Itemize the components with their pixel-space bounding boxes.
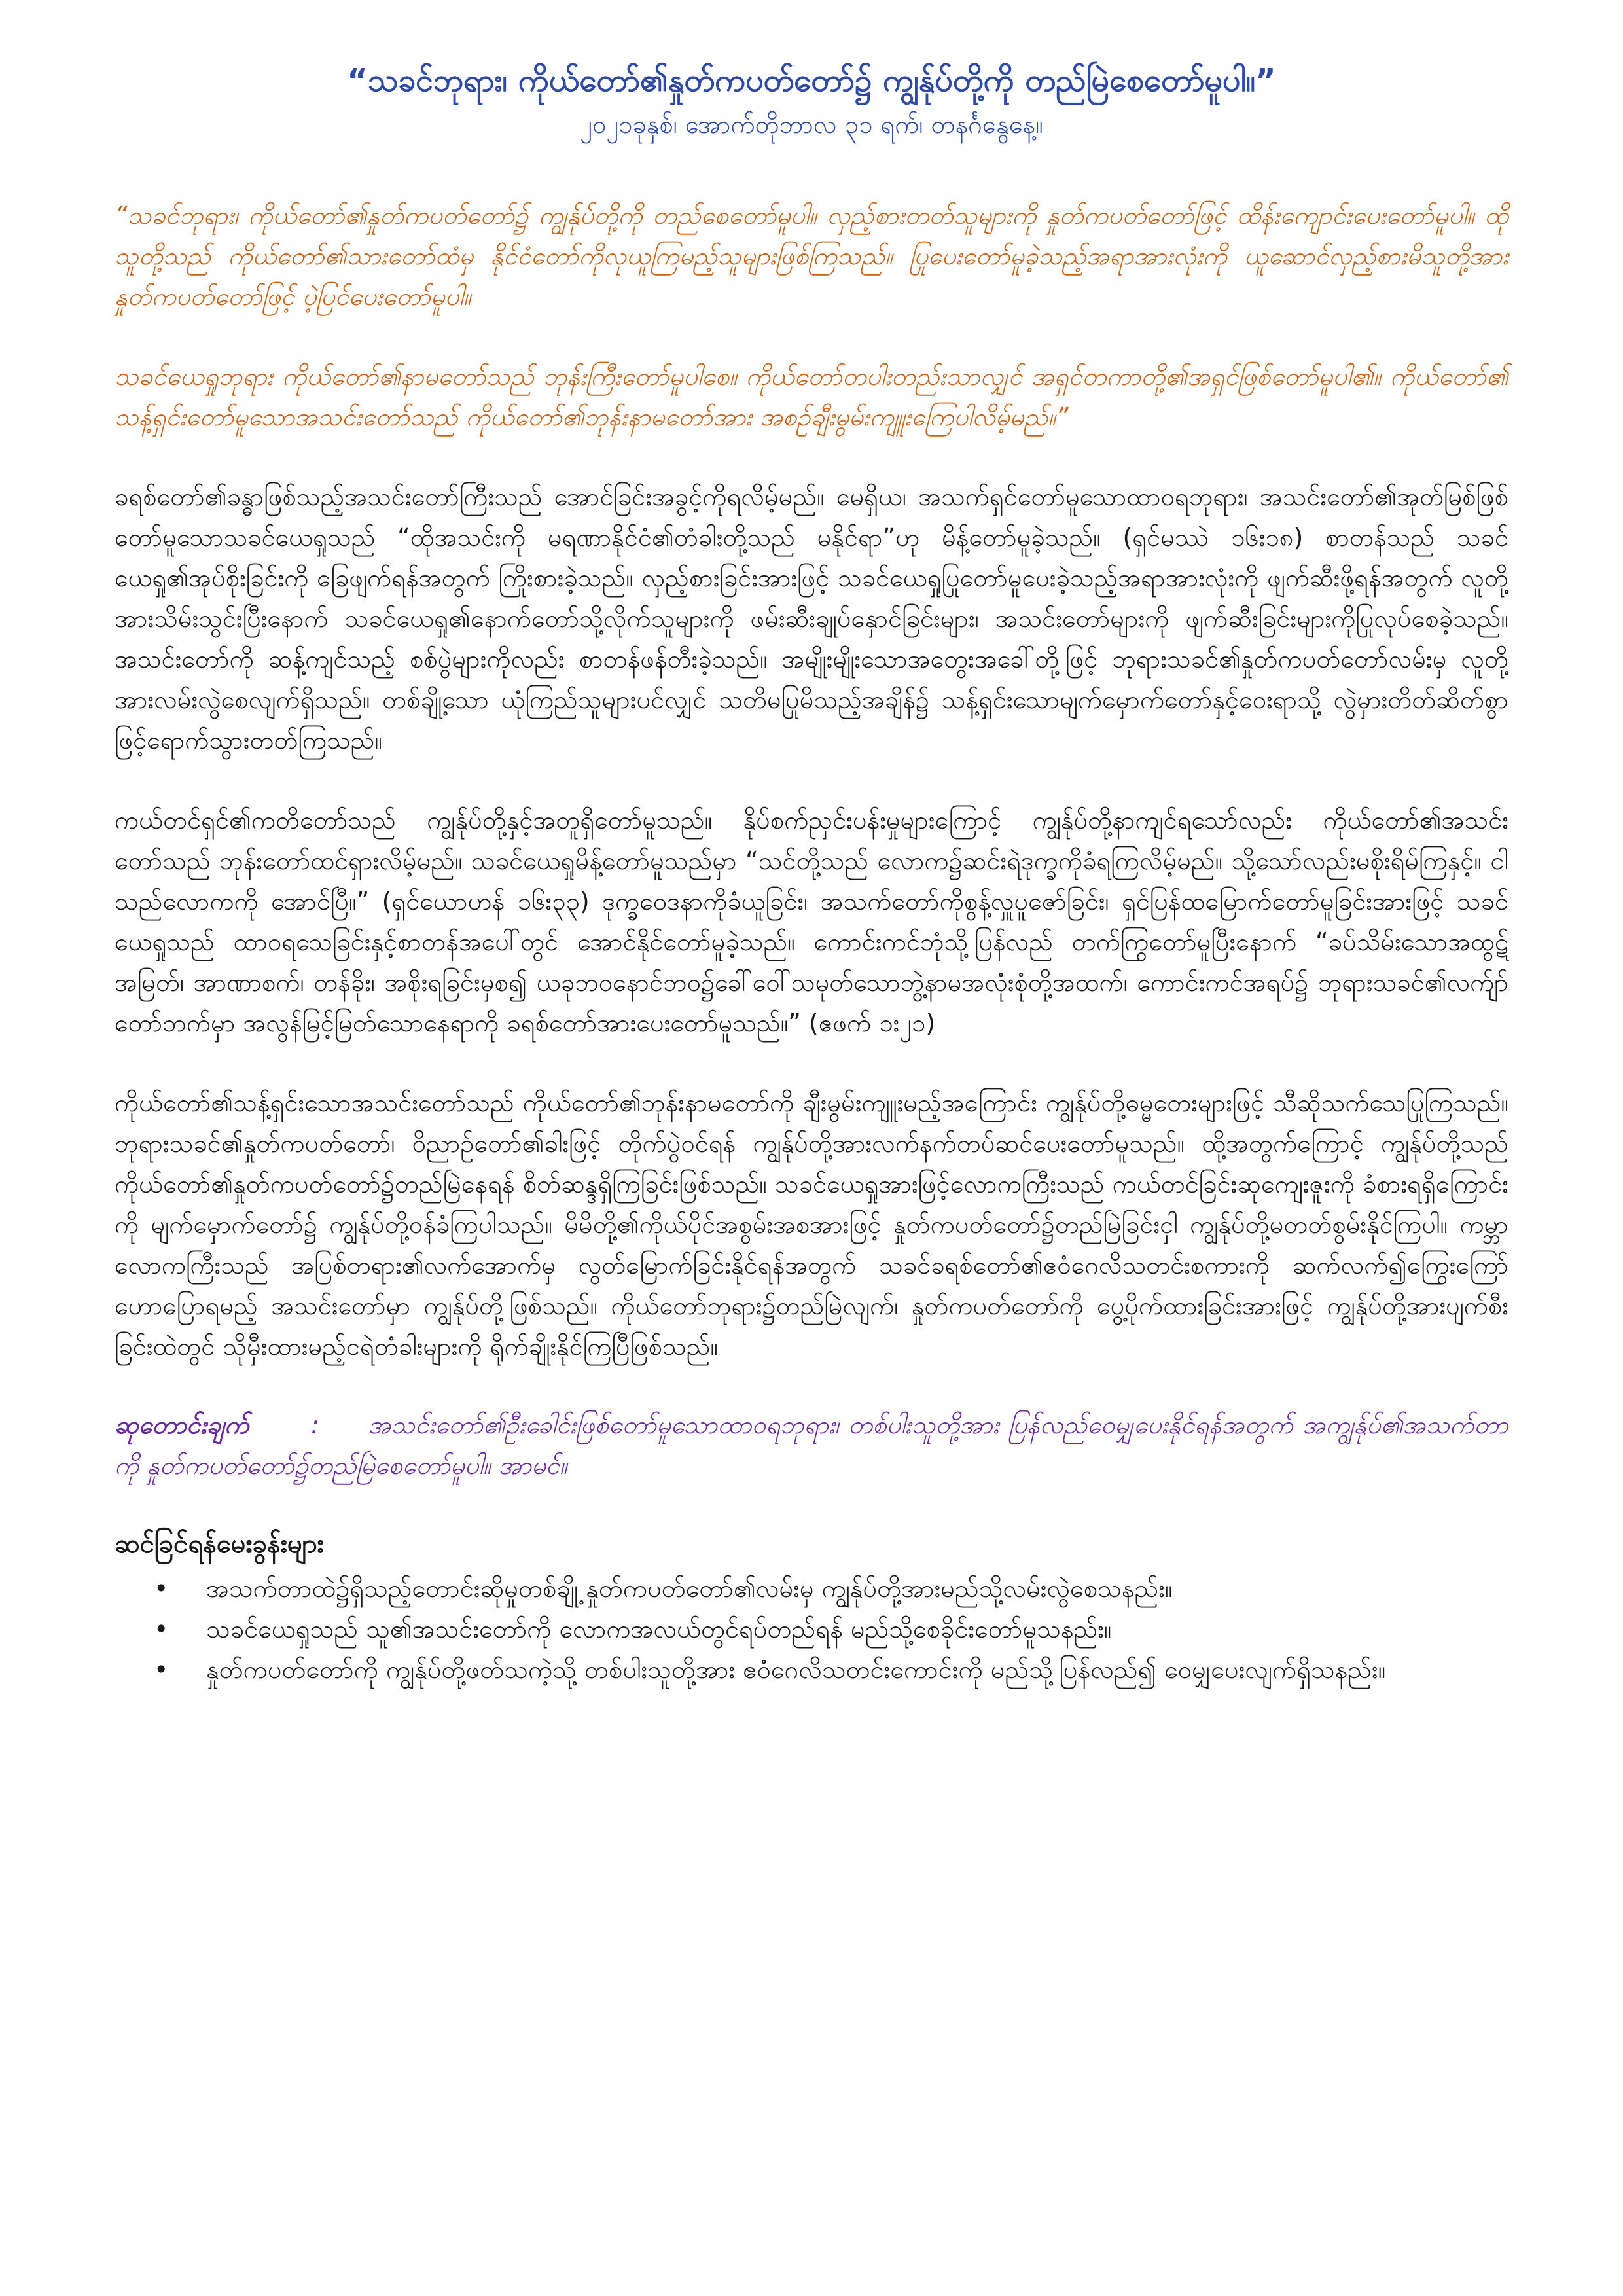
bullet-icon: •: [154, 1615, 169, 1643]
scripture-verse: “သခင်ဘုရား၊ ကိုယ်တော်၏နှုတ်ကပတ်တော်၌ ကျွန်ုပ်တို့ကို တည်စေတော်မူပါ။ လှည့်စားတတ်သူများကို နှုတ်ကပတ်တော်ဖြင့် ထိန်းကျောင်းပေးတော်မူပါ။ ထိုသူတို့သည် ကိုယ်တော်၏သားတော်ထံမှ နိုင်ငံတော်ကိုလုယူကြမည့်သူများဖြစ်ကြသည်။ ပြုပေးတော်မူခဲ့သည့်အရာအားလုံးကို ယူဆောင်လှည့်စားမိသူတို့အား နှုတ်ကပတ်တော်ဖြင့် ပဲ့ပြင်ပေးတော်မူပါ။: [115, 201, 1508, 311]
bullet-icon: •: [154, 1655, 169, 1684]
scripture-verse: သခင်ယေရှုဘုရား ကိုယ်တော်၏နာမတော်သည် ဘုန်းကြီးတော်မူပါစေ။ ကိုယ်တော်တပါးတည်းသာလျှင် အရှင်တကာတို့၏အရှင်ဖြစ်တော်မူပါ၏။ ကိုယ်တော်၏ သန့်ရှင်းတော်မူသောအသင်းတော်သည် ကိုယ်တော်၏ဘုန်းနာမတော်အား အစဉ်ချီးမွမ်းကျူးကြေပါလိမ့်မည်။”: [115, 362, 1508, 431]
prayer-label: ဆုတောင်းချက်: [115, 1410, 249, 1439]
list-item: [115, 1609, 1508, 1649]
question-text: အသက်တာထဲ၌ရှိသည့်တောင်းဆိုမှုတစ်ချို့ နှုတ်ကပတ်တော်၏လမ်းမှ ကျွန်ုပ်တို့အားမည်သို့လမ်းလွဲစေသနည်း။: [206, 1574, 1173, 1603]
list-item: [115, 1649, 1508, 1690]
body-paragraph: ကယ်တင်ရှင်၏ကတိတော်သည် ကျွန်ုပ်တို့နှင့်အတူရှိတော်မူသည်။ နိုပ်စက်ညှင်းပန်းမှုများကြောင့် ကျွန်ုပ်တို့နာကျင်ရသော်လည်း ကိုယ်တော်၏အသင်းတော်သည် ဘုန်းတော်ထင်ရှားလိမ့်မည်။ သခင်ယေရှုမိန့်တော်မူသည်မှာ “သင်တို့သည် လောက၌ဆင်းရဲဒုက္ခကိုခံရကြလိမ့်မည်။ သို့သော်လည်းမစိုးရိမ်ကြနှင့်။ ငါသည်လောကကို အောင်ပြီ။” (ရှင်ယောဟန် ၁၆း၃၃) ဒုက္ခဝေဒနာကိုခံယူခြင်း၊ အသက်တော်ကိုစွန့်လှူပူဇော်ခြင်း၊ ရှင်ပြန်ထမြောက်တော်မူခြင်းအားဖြင့် သခင်ယေရှုသည် ထာဝရသေခြင်းနှင့်စာတန်အပေါ်တွင် အောင်နိုင်တော်မူခဲ့သည်။ ကောင်းကင်ဘုံသို့ပြန်လည် တက်ကြွတော်မူပြီးနောက် “ခပ်သိမ်းသောအထွဋ်အမြတ်၊ အာဏာစက်၊ တန်ခိုး၊ အစိုးရခြင်းမှစ၍ ယခုဘဝနောင်ဘဝ၌ခေါ်ဝေါ်သမုတ်သောဘွဲ့နာမအလုံးစုံတို့အထက်၊ ကောင်းကင်အရပ်၌ ဘုရားသခင်၏လက်ျာ်တော်ဘက်မှာ အလွန်မြင့်မြတ်သောနေရာကို ခရစ်တော်အားပေးတော်မူသည်။” (ဧဖက် ၁း၂၁): [115, 806, 1508, 1037]
list-item: [115, 1568, 1508, 1609]
question-text: သခင်ယေရှုသည် သူ၏အသင်းတော်ကို လောကအလယ်တွင်ရပ်တည်ရန် မည်သို့စေခိုင်းတော်မူသနည်း။: [206, 1615, 1112, 1643]
bullet-icon: •: [154, 1574, 169, 1603]
body-paragraph: ကိုယ်တော်၏သန့်ရှင်းသောအသင်းတော်သည် ကိုယ်တော်၏ဘုန်းနာမတော်ကို ချီးမွမ်းကျူးမည့်အကြောင်း ကျွန်ုပ်တို့ဓမ္မတေးများဖြင့် သီဆိုသက်သေပြုကြသည်။ ဘုရားသခင်၏နှုတ်ကပတ်တော်၊ ဝိညာဉ်တော်၏ခါးဖြင့် တိုက်ပွဲဝင်ရန် ကျွန်ုပ်တို့အားလက်နက်တပ်ဆင်ပေးတော်မူသည်။ ထို့အတွက်ကြောင့် ကျွန်ုပ်တို့သည် ကိုယ်တော်၏နှုတ်ကပတ်တော်၌တည်မြဲနေရန် စိတ်ဆန္ဒရှိကြခြင်းဖြစ်သည်။ သခင်ယေရှုအားဖြင့်လောကကြီးသည် ကယ်တင်ခြင်းဆုကျေးဇူးကို ခံစားရရှိကြောင်းကို မျက်မှောက်တော်၌ ကျွန်ုပ်တို့ဝန်ခံကြပါသည်။ မိမိတို့၏ကိုယ်ပိုင်အစွမ်းအစအားဖြင့် နှုတ်ကပတ်တော်၌တည်မြဲခြင်းငှါ ကျွန်ုပ်တို့မတတ်စွမ်းနိုင်ကြပါ။ ကမ္ဘာလောကကြီးသည် အပြစ်တရား၏လက်အောက်မှ လွတ်မြောက်ခြင်းနိုင်ရန်အတွက် သခင်ခရစ်တော်၏ဧဝံဂေလိသတင်းစကားကို ဆက်လက်၍ကြွေးကြော်ဟောပြောရမည့် အသင်းတော်မှာ ကျွန်ုပ်တို့ဖြစ်သည်။ ကိုယ်တော်ဘုရား၌တည်မြဲလျက်၊ နှုတ်ကပတ်တော်ကို ပွေ့ပိုက်ထားခြင်းအားဖြင့် ကျွန်ုပ်တို့အားပျက်စီးခြင်းထဲတွင် သိုမှီးထားမည့်ငရဲတံခါးများကို ရိုက်ချိုးနိုင်ကြပြီဖြစ်သည်။: [115, 1088, 1508, 1361]
page-title: “သခင်ဘုရား၊ ကိုယ်တော်၏နှုတ်ကပတ်တော်၌ ကျွန်ုပ်တို့ကို တည်မြဲစေတော်မူပါ။”: [347, 62, 1276, 99]
prayer-text: အသင်းတော်၏ဦးခေါင်းဖြစ်တော်မူသောထာဝရဘုရား၊ တစ်ပါးသူတို့အား ပြန်လည်ဝေမျှပေးနိုင်ရန်အတွက် အကျွန်ုပ်၏အသက်တာကို နှုတ်ကပတ်တော်၌တည်မြဲစေတော်မူပါ။ အာမင်။: [115, 1410, 1508, 1480]
body-paragraph: ခရစ်တော်၏ခန္ဓာဖြစ်သည့်အသင်းတော်ကြီးသည် အောင်ခြင်းအခွင့်ကိုရလိမ့်မည်။ မေရှိယ၊ အသက်ရှင်တော်မူသောထာဝရဘုရား၊ အသင်းတော်၏အုတ်မြစ်ဖြစ်တော်မူသောသခင်ယေရှုသည် “ထိုအသင်းကို မရဏာနိုင်ငံ၏တံခါးတို့သည် မနိုင်ရာ”ဟု မိန့်တော်မူခဲ့သည်။ (ရှင်မဿဲ ၁၆း၁၈) စာတန်သည် သခင်ယေရှု၏အုပ်စိုးခြင်းကို ခြေဖျက်ရန်အတွက် ကြိုးစားခဲ့သည်။ လှည့်စားခြင်းအားဖြင့် သခင်ယေရှုပြုတော်မူပေးခဲ့သည့်အရာအားလုံးကို ဖျက်ဆီးဖို့ရန်အတွက် လူတို့အားသိမ်းသွင်းပြီးနောက် သခင်ယေရှု၏နောက်တော်သို့လိုက်သူများကို ဖမ်းဆီးချုပ်နှောင်ခြင်းများ၊ အသင်းတော်များကို ဖျက်ဆီးခြင်းများကိုပြုလုပ်စေခဲ့သည်။ အသင်းတော်ကို ဆန့်ကျင်သည့် စစ်ပွဲများကိုလည်း စာတန်ဖန်တီးခဲ့သည်။ အမျိုးမျိုးသောအတွေးအခေါ်တို့ဖြင့် ဘုရားသခင်၏နှုတ်ကပတ်တော်လမ်းမှ လူတို့အားလမ်းလွဲစေလျက်ရှိသည်။ တစ်ချို့သော ယုံကြည်သူများပင်လျှင် သတိမပြုမိသည့်အချိန်၌ သန့်ရှင်းသောမျက်မှောက်တော်နှင့်ဝေးရာသို့ လွဲမှားတိတ်ဆိတ်စွာဖြင့်ရောက်သွားတတ်ကြသည်။: [115, 482, 1508, 755]
question-text: နှုတ်ကပတ်တော်ကို ကျွန်ုပ်တို့ဖတ်သကဲ့သို့ တစ်ပါးသူတို့အား ဧဝံဂေလိသတင်းကောင်းကို မည်သို့ပြန်လည်၍ ဝေမျှပေးလျက်ရှိသနည်း။: [206, 1655, 1386, 1684]
date-line: ၂၀၂၁ခုနှစ်၊ အောက်တိုဘာလ ၃၁ ရက်၊ တနင်္ဂနွေနေ့။: [580, 110, 1043, 139]
prayer-separator: :: [310, 1410, 319, 1439]
prayer-section: [115, 1405, 1508, 1486]
questions-heading: ဆင်ခြင်ရန်မေးခွန်းများ: [115, 1529, 324, 1559]
questions-list: [115, 1568, 1508, 1690]
